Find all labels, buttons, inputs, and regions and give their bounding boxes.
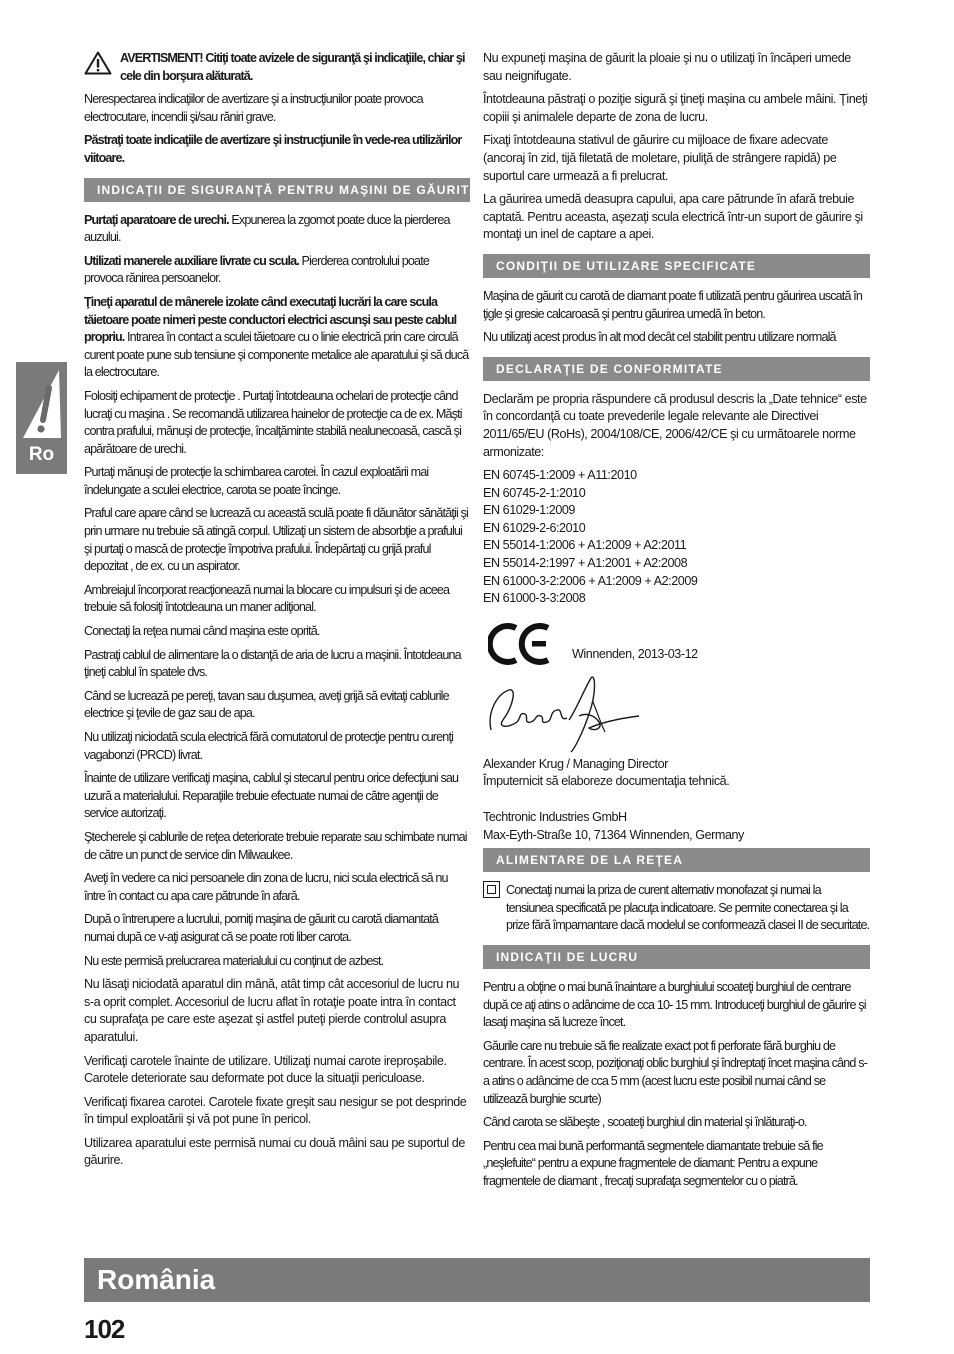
norm-item: EN 61029-2-6:2010 (483, 520, 586, 535)
paragraph: La găurirea umedă deasupra capului, apa care pătrunde în afară trebuie captată. Pentru aceasta, aşezaţi scula electrică într-un suport de găurire şi montaţi un inel de captare a apei. (483, 192, 863, 242)
section-heading-work: INDICAŢII DE LUCRU (483, 945, 870, 969)
signer-role: Împuternicit să elaboreze documentaţia tehnică. (483, 774, 730, 789)
paragraph: Întotdeauna păstraţi o poziţie sigură şi ţineţi maşina cu ambele mâini. Ţineţi copiii şi animalele departe de zona de lucru. (483, 92, 868, 124)
section-heading-safety: INDICAŢII DE SIGURANŢĂ PENTRU MAŞINI DE GĂURIT (84, 178, 470, 202)
ce-row (483, 618, 870, 666)
left-column (84, 50, 470, 1176)
paragraph-text: Pierderea controlului poate provoca rănirea persoanelor. (84, 253, 430, 286)
warning-keep-text: Păstraţi toate indicaţiile de avertizare şi instrucţiunile în vede-rea utilizărilor viitoare. (84, 133, 462, 165)
norm-item: EN 60745-2-1:2010 (483, 485, 586, 500)
paragraph: Pastraţi cablul de alimentare la o distanţă de aria de lucru a maşinii. Întotdeauna ţineţi cablul în spatele dvs. (84, 647, 461, 680)
paragraph: Nu utilizaţi niciodată scula electrică fără comutatorul de protecţie pentru curenţi vagabonzi (PRCD) livrat. (84, 730, 454, 762)
class-ii-insulation-icon (483, 881, 500, 898)
paragraph: Utilizarea aparatului este permisă numai cu două mâini sau pe suportul de găurire. (84, 1135, 465, 1168)
paragraph: Ştecherele şi cablurile de reţea deteriorate trebuie reparate sau schimbate numai de către un punct de service din Milwaukee. (84, 829, 467, 862)
section-heading-usage: CONDIŢII DE UTILIZARE SPECIFICATE (483, 254, 870, 278)
paragraph: Înainte de utilizare verificaţi maşina, cablul şi stecarul pentru orice defecţiuni sau uzură a materialului. Reparaţiile trebuie efectuate numai de către agenţii de service autorizaţi. (84, 771, 459, 821)
paragraph (84, 212, 470, 247)
paragraph: Verificaţi carotele înainte de utilizare. Utilizaţi numai carote ireproşabile. Carotele deteriorate sau deformate pot duce la situaţii periculoase. (84, 1053, 447, 1086)
warning-text: Nerespectarea indicaţiilor de avertizare şi a instrucţiunilor poate provoca electrocutare, incendii şi/sau răniri grave. (84, 92, 423, 124)
paragraph: Praful care apare când se lucrează cu această sculă poate fi dăunător sănătăţii şi prin urmare nu trebuie să atingă corpul. Utilizaţi un sistem de absorbţie a prafului şi purtaţi o mască de protecţie împotriva prafului. Îndepărtaţi cu grijă praful depozitat , de ex. cu un aspirator. (84, 506, 468, 574)
language-side-tab (16, 362, 67, 474)
paragraph: Declarăm pe propria răspundere că produsul descris la „Date tehnice“ este în concordanţă cu toate prevederile legale relevante ale Directivei 2011/65/EU (RoHs), 2004/108/CE, 2006/42/CE şi cu următoarele norme armonizate: (483, 391, 867, 459)
paragraph: Verificaţi fixarea carotei. Carotele fixate greşit sau nesigur se pot desprinde în timpul exploatării şi vă pot pune în pericol. (84, 1094, 467, 1127)
paragraph: După o întrerupere a lucrului, porniţi maşina de găurit cu carotă diamantată numai după ce v-aţi asigurat că se poate roti liber carota. (84, 912, 439, 944)
paragraph-text: Expunerea la zgomot poate duce la pierderea auzului. (84, 212, 450, 245)
bold-lead: Ţineţi aparatul de mânerele izolate când executaţi lucrări la care scula tăietoare poate nimeri peste conductori electrici ascunşi sau peste cablul propriu. (84, 294, 457, 345)
paragraph (84, 294, 470, 382)
norm-item: EN 61000-3-3:2008 (483, 591, 586, 606)
norm-item: EN 61029-1:2009 (483, 503, 575, 518)
paragraph: Aveţi în vedere ca nici persoanele din zona de lucru, nici scula electrică să nu între în contact cu apa care pătrunde în afară. (84, 871, 448, 903)
bold-lead: Purtaţi aparatoare de urechi. (84, 212, 229, 227)
warning-title: AVERTISMENT! Citiţi toate avizele de siguranţă şi indicaţiile, chiar şi cele din borşura alăturată. (120, 51, 465, 83)
warning-triangle-icon (19, 366, 64, 442)
signer-block (483, 756, 870, 844)
paragraph: Conectaţi la reţea numai când maşina este oprită. (84, 624, 320, 639)
paragraph: Fixaţi întotdeauna stativul de găurire cu mijloace de fixare adecvate (ancoraj în zid, tijă filetată de moletare, piuliţă de strângere rapidă) pe suportul care urmează a fi prelucrat. (483, 133, 837, 183)
right-column (483, 50, 870, 1197)
side-tab-label: Ro (28, 444, 55, 465)
paragraph-text: Intrarea în contact a sculei tăietoare cu o linie electrică prin care circulă curent poate pune sub tensiune şi componente metalice ale aparatului şi să ducă la electrocutare. (84, 330, 469, 380)
section-heading-conformity: DECLARAŢIE DE CONFORMITATE (483, 357, 870, 381)
signer-name: Alexander Krug / Managing Director (483, 756, 668, 771)
company-name: Techtronic Industries GmbH (483, 810, 627, 825)
page-number: 102 (84, 1314, 125, 1344)
place-date: Winnenden, 2013-03-12 (572, 647, 698, 662)
ce-mark-icon (488, 622, 552, 666)
paragraph: Pentru a obţine o mai bună înaintare a burghiului scoateţi burghiul de centrare după ce aţi atins o adâncime de cca 10- 15 mm. Introduceţi burghiul de găurire şi lasaţi maşina să lucreze încet. (483, 980, 866, 1030)
paragraph: Nu expuneţi maşina de găurit la ploaie şi nu o utilizaţi în încăperi umede sau neignifugate. (483, 51, 851, 83)
norm-item: EN 55014-1:2006 + A1:2009 + A2:2011 (483, 538, 687, 553)
paragraph: Folosiţi echipament de protecţie . Purtaţi întotdeauna ochelari de protecţie când lucraţi cu maşina . Se recomandă utilizarea hainelor de protecţie ca de ex. Măşti contra prafului, mănuşi de protecţie, încalţăminte stabilă nealunecoasă, cască şi apărătoare de urechi. (84, 388, 462, 456)
paragraph: Nu este permisă prelucrarea materialului cu conţinut de azbest. (84, 953, 384, 968)
warning-header (84, 50, 470, 85)
signature-icon (483, 672, 870, 756)
norm-item: EN 55014-2:1997 + A1:2001 + A2:2008 (483, 556, 688, 571)
paragraph-text: Conectaţi numai la priza de curent alternativ monofazat şi numai la tensiunea specificată pe placuţa indicatoare. Se permite conectarea şi la prize fără împamantare dacă modelul se conformează clasei II de securitate. (506, 883, 870, 933)
paragraph: Pentru cea mai bună performantă segmentele diamantate trebuie să fie „neşlefuite“ pentru a expune fragmentele de diamant: Pentru a expune fragmentele de diamant , frecaţi suprafaţa segmentelor cu o piatră. (483, 1138, 823, 1188)
paragraph: Nu lăsaţi niciodată aparatul din mână, atât timp cât accesoriul de lucru nu s-a oprit complet. Accesoriul de lucru aflat în rotaţie poate intra în contact cu suprafaţa pe care este aşezat şi astfel puteţi pierde controlul asupra aparatului. (84, 977, 460, 1044)
paragraph: Când carota se slăbeşte , scoateţi burghiul din material şi înlăturaţi-o. (483, 1115, 807, 1130)
section-heading-power: ALIMENTARE DE LA REŢEA (483, 848, 870, 872)
paragraph: Când se lucrează pe pereţi, tavan sau duşumea, aveţi grijă să evitaţi cablurile electrice şi ţevile de gaz sau de apa. (84, 688, 449, 721)
language-footer-bar: România (84, 1258, 870, 1302)
norm-item: EN 61000-3-2:2006 + A1:2009 + A2:2009 (483, 573, 698, 588)
spacer (483, 791, 870, 809)
paragraph: Purtaţi mănuşi de protecţie la schimbarea carotei. În cazul exploatării mai îndelungate a sculei electrice, carota se poate încinge. (84, 465, 429, 497)
company-address: Max-Eyth-Straße 10, 71364 Winnenden, Germany (483, 827, 744, 842)
norm-item: EN 60745-1:2009 + A11:2010 (483, 468, 637, 483)
paragraph: Maşina de găurit cu carotă de diamant poate fi utilizată pentru găurirea uscată în ţigle şi gresie calcaroasă şi pentru găurirea umedă în beton. (483, 288, 863, 321)
paragraph: Nu utilizaţi acest produs în alt mod decât cel stabilit pentru utilizare normală (483, 330, 836, 345)
paragraph (483, 882, 870, 935)
paragraph: Ambreiajul încorporat reacţionează numai la blocare cu impulsuri şi de aceea trebuie să folosiţi întotdeauna un maner adiţional. (84, 582, 450, 615)
paragraph: Găurile care nu trebuie să fie realizate exact pot fi perforate fără burghiu de centrare. În acest scop, poziţionaţi oblic burghiul şi îndreptaţi încet maşina când s-a atins o adâncime de cca 5 mm (acest lucru este posibil numai când se utilizează burghie scurte) (483, 1038, 868, 1106)
warning-triangle-icon (84, 51, 112, 75)
bold-lead: Utilizati manerele auxiliare livrate cu scula. (84, 253, 299, 268)
norms-list (483, 467, 870, 608)
paragraph (84, 253, 470, 288)
